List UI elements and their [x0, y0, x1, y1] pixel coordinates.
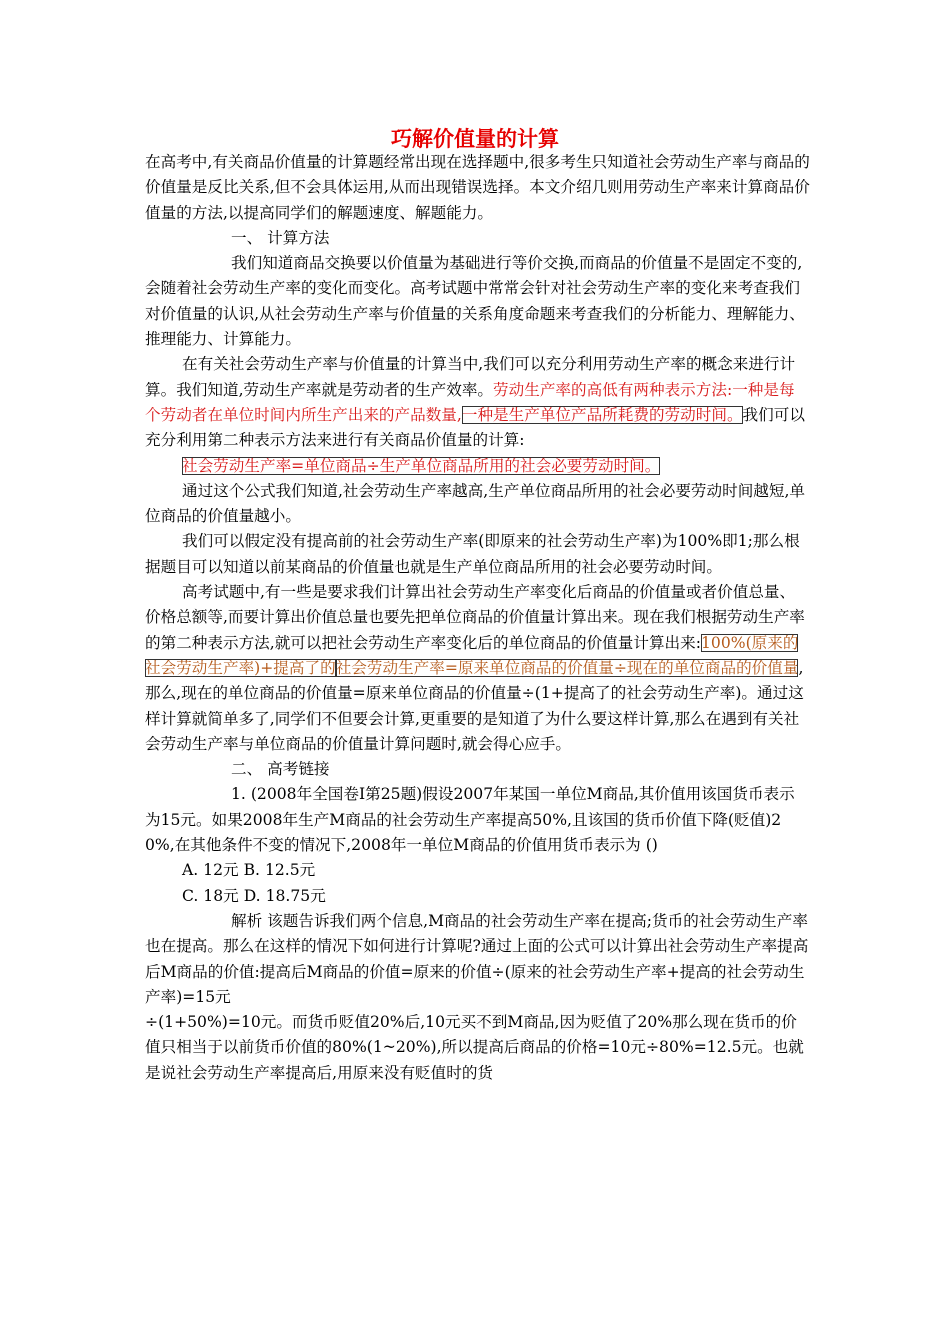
intro-paragraph: 在高考中,有关商品价值量的计算题经常出现在选择题中,很多考生只知道社会劳动生产率与商品的价值量是反比关系,但不会具体运用,从而出现错误选择。本文介绍几则用劳动生产率来计算商品价值量的方法,以提高同学们的解题速度、解题能力。 — [145, 153, 810, 222]
analysis-text: 该题告诉我们两个信息,M商品的社会劳动生产率在提高;货币的社会劳动生产率也在提高。那么在这样的情况下如何进行计算呢?通过上面的公式可以计算出社会劳动生产率提高后M商品的价值:提高后M商品的价值=原来的价值÷(原来的社会劳动生产率+提高的社会劳动生产率)=15元 — [145, 911, 809, 1006]
boxed-formula-part-1: 100%(原来的社会劳动生产率)+提高了的 — [145, 633, 799, 677]
paragraph-4: 我们可以假定没有提高前的社会劳动生产率(即原来的社会劳动生产率)为100%即1;那么根据题目可以知道以前某商品的价值量也就是生产单位商品所用的社会必要劳动时间。 — [145, 532, 800, 576]
section-heading-method: 一、 计算方法 — [231, 228, 330, 247]
paragraph-2-text: 在有关社会劳动生产率与价值量的计算当中,我们可以充分利用劳动生产率的概念来进行计算。我们知道,劳动生产率就是劳动者的生产效率。 — [145, 355, 796, 399]
option-c: C. 18元 — [182, 886, 239, 905]
boxed-formula-part-2: 社会劳动生产率=原来单位商品的价值量÷现在的单位商品的价值量 — [335, 658, 799, 677]
paragraph-5-text: 高考试题中,有一些是要求我们计算出社会劳动生产率变化后商品的价值量或者价值总量、价格总额等,而要计算出价值总量也要先把单位商品的价值量计算出来。现在我们根据劳动生产率的第二种表示方法,就可以把社会劳动生产率变化后的单位商品的价值量计算出来: — [145, 583, 805, 652]
highlighted-definition: 劳动生产率的高低有两种表示方法:一种是每个劳动者在单位时间内所生产出来的产品数量, — [145, 380, 795, 424]
options-row-2 — [145, 884, 810, 909]
option-d: D. 18.75元 — [243, 886, 326, 905]
document-title: 巧解价值量的计算 — [391, 126, 559, 151]
section-heading-exam: 二、 高考链接 — [231, 760, 330, 779]
paragraph-5 — [145, 580, 810, 757]
analysis-label: 解析 — [231, 911, 263, 930]
paragraph-5-continuation: ,那么,现在的单位商品的价值量=原来单位商品的价值量÷(1+提高了的社会劳动生产率)。通过这样计算就简单多了,同学们不但要会计算,更重要的是知道了为什么要这样计算,那么在遇到有关社会劳动生产率与单位商品的价值量计算问题时,就会得心应手。 — [145, 658, 804, 753]
analysis-continuation: ÷(1+50%)=10元。而货币贬值20%后,10元买不到M商品,因为贬值了20%那么现在货币的价值只相当于以前货币价值的80%(1~20%),所以提高后商品的价格=10元÷80%=12.5元。也就是说社会劳动生产率提高后,用原来没有贬值时的货 — [145, 1013, 804, 1082]
options-row-1 — [145, 858, 810, 883]
paragraph-2-continuation: 我们可以充分利用第二种表示方法来进行有关商品价值量的计算: — [145, 405, 805, 450]
question-1: 1. (2008年全国卷Ⅰ第25题)假设2007年某国一单位M商品,其价值用该国货币表示为15元。如果2008年生产M商品的社会劳动生产率提高50%,且该国的货币价值下降(贬值)20%,在其他条件不变的情况下,2008年一单位M商品的价值用货币表示为 () — [145, 785, 795, 855]
paragraph-1: 我们知道商品交换要以价值量为基础进行等价交换,而商品的价值量不是固定不变的,会随着社会劳动生产率的变化而变化。高考试题中常常会针对社会劳动生产率的变化来考查我们对价值量的认识,从社会劳动生产率与价值量的关系角度命题来考查我们的分析能力、理解能力、推理能力、计算能力。 — [145, 254, 805, 349]
option-b: B. 12.5元 — [243, 861, 316, 880]
analysis-paragraph — [145, 909, 810, 1010]
formula-line — [145, 454, 810, 479]
document-body — [145, 150, 810, 1086]
formula: 社会劳动生产率=单位商品÷生产单位商品所用的社会必要劳动时间。 — [182, 456, 661, 475]
option-a: A. 12元 — [182, 861, 239, 880]
boxed-definition: 一种是生产单位产品所耗费的劳动时间。 — [461, 405, 743, 424]
paragraph-2 — [145, 352, 810, 453]
paragraph-3: 通过这个公式我们知道,社会劳动生产率越高,生产单位商品所用的社会必要劳动时间越短,单位商品的价值量越小。 — [145, 481, 806, 526]
